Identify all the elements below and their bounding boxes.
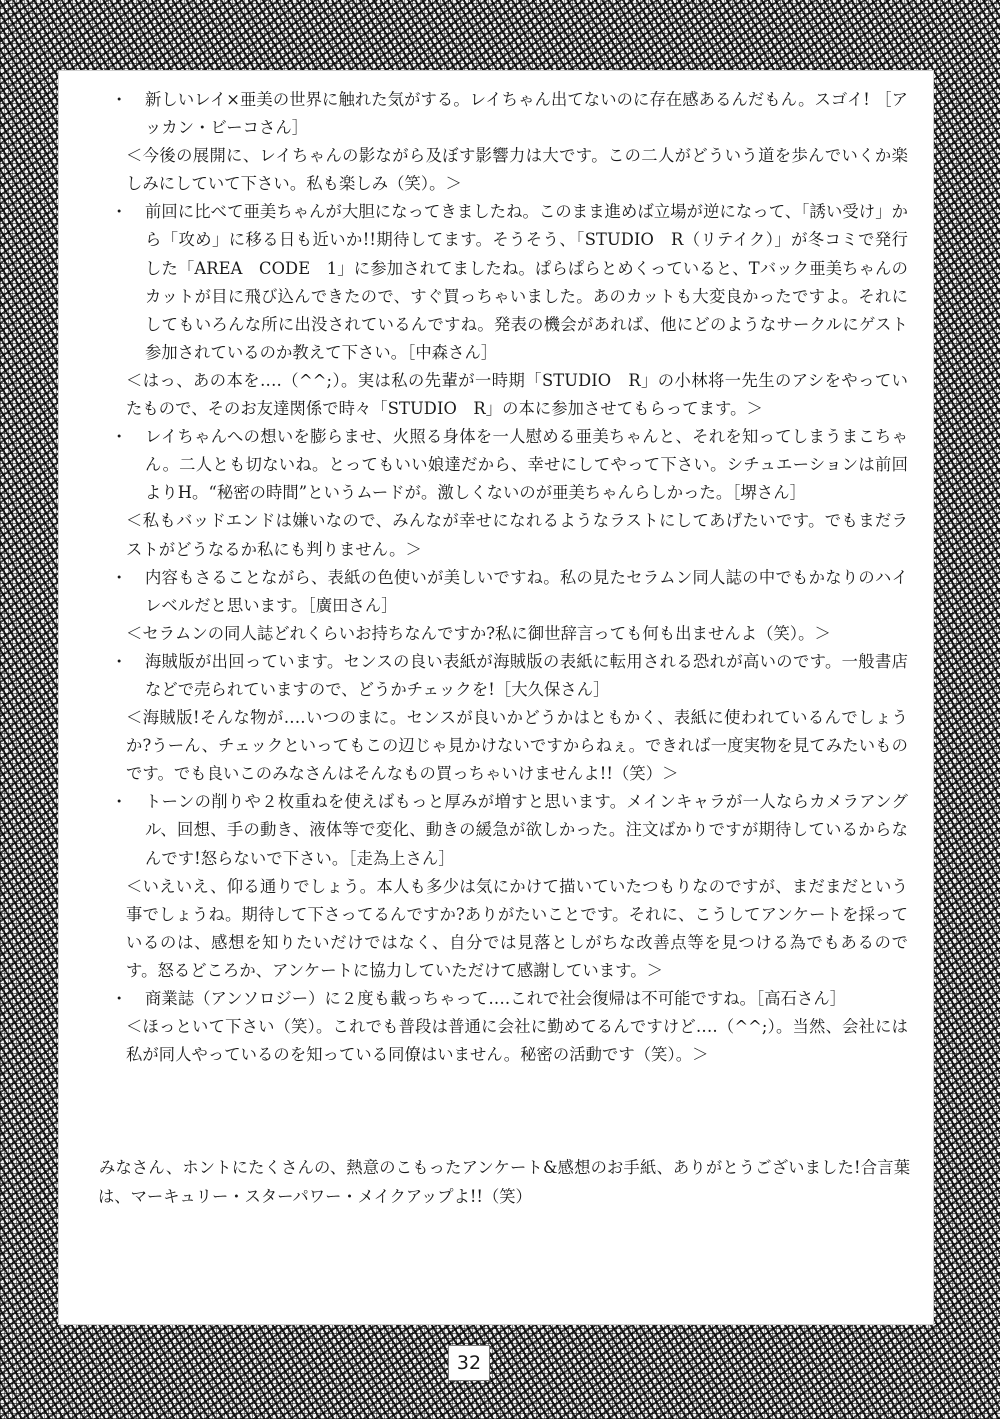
reader-comment: 商業誌（アンソロジー）に２度も載っちゃって‥‥これで社会復帰は不可能ですね。［高石さん］ bbox=[145, 989, 847, 1008]
reader-comment: トーンの削りや２枚重ねを使えばもっと厚みが増すと思います。メインキャラが一人ならカメラアングル、回想、手の動き、液体等で変化、動きの緩急が欲しかった。注文ばかりですが期待しているからなんです!怒らないで下さい。［走為上さん］ bbox=[145, 792, 908, 868]
reader-comment: 内容もさることながら、表紙の色使いが美しいですね。私の見たセラムン同人誌の中でもかなりのハイレベルだと思います。［廣田さん］ bbox=[145, 567, 908, 615]
bullet-mark: ・ bbox=[111, 989, 128, 1008]
comment-entry bbox=[108, 985, 908, 1013]
comment-entry bbox=[108, 198, 908, 367]
closing-text: みなさん、ホントにたくさんの、熱意のこもったアンケート&感想のお手紙、ありがとうございました!合言葉は、マーキュリー・スターパワー・メイクアップよ!!（笑） bbox=[98, 1158, 910, 1206]
author-reply: ＜私もバッドエンドは嫌いなので、みんなが幸せになれるようなラストにしてあげたいです。でもまだラストがどうなるか私にも判りません。＞ bbox=[126, 511, 908, 559]
reader-comments bbox=[108, 86, 908, 1069]
author-reply: ＜セラムンの同人誌どれくらいお持ちなんですか?私に御世辞言っても何も出ませんよ（笑）。＞ bbox=[126, 623, 831, 643]
author-reply: ＜はっ、あの本を‥‥（^^;）。実は私の先輩が一時期「STUDIO R」の小林将一先生のアシをやっていたもので、そのお友達関係で時々「STUDIO R」の本に参加させてもらってます。＞ bbox=[126, 370, 908, 419]
reader-comment: 新しいレイ×亜美の世界に触れた気がする。レイちゃん出てないのに存在感あるんだもん。スゴイ! ［アッカン・ビーコさん］ bbox=[145, 90, 908, 138]
page-number: 32 bbox=[448, 1345, 490, 1381]
comment-entry bbox=[108, 423, 908, 507]
comment-entry bbox=[108, 564, 908, 620]
author-reply: ＜今後の展開に、レイちゃんの影ながら及ぼす影響力は大です。この二人がどういう道を歩んでいくか楽しみにしていて下さい。私も楽しみ（笑）。＞ bbox=[126, 146, 908, 194]
reader-comment: 海賊版が出回っています。センスの良い表紙が海賊版の表紙に転用される恐れが高いのです。一般書店などで売られていますので、どうかチェックを!［大久保さん］ bbox=[145, 651, 908, 699]
author-reply: ＜いえいえ、仰る通りでしょう。本人も多少は気にかけて描いていたつもりなのですが、まだまだという事でしょうね。期待して下さってるんですか?ありがたいことです。それに、こうしてアンケートを採っているのは、感想を知りたいだけではなく、自分では見落としがちな改善点等を見つける為でもあるのです。怒るどころか、アンケートに協力していただけて感謝しています。＞ bbox=[126, 876, 908, 980]
bullet-mark: ・ bbox=[111, 90, 128, 109]
comment-entry bbox=[108, 86, 908, 142]
bullet-mark: ・ bbox=[111, 427, 128, 447]
comment-entry bbox=[108, 788, 908, 872]
author-reply: ＜ほっといて下さい（笑）。これでも普段は普通に会社に勤めてるんですけど‥‥（^^;）。当然、会社には私が同人やっているのを知っている同僚はいません。秘密の活動です（笑）。＞ bbox=[126, 1017, 908, 1065]
reader-comment: 前回に比べて亜美ちゃんが大胆になってきましたね。このまま進めば立場が逆になって、「誘い受け」から「攻め」に移る日も近いか!!期待してます。そうそう、「STUDIO R（リテイク）」が冬コミで発行した「AREA CODE 1」に参加されてましたね。ぱらぱらとめくっていると、Tバック亜美ちゃんのカットが目に飛び込んできたので、すぐ買っちゃいました。あのカットも大変良かったですよ。それにしてもいろんな所に出没されているんですね。発表の機会があれば、他にどのようなサークルにゲスト参加されているのか教えて下さい。［中森さん］ bbox=[145, 202, 908, 362]
bullet-mark: ・ bbox=[111, 567, 128, 587]
comment-entry bbox=[108, 648, 908, 704]
bullet-mark: ・ bbox=[111, 651, 128, 671]
bullet-mark: ・ bbox=[111, 202, 128, 222]
closing-message bbox=[98, 1153, 910, 1211]
reader-comment: レイちゃんへの想いを膨らませ、火照る身体を一人慰める亜美ちゃんと、それを知ってしまうまこちゃん。二人とも切ないね。とってもいい娘達だから、幸せにしてやって下さい。シチュエーションは前回よりH。“秘密の時間”というムードが。激しくないのが亜美ちゃんらしかった。［堺さん］ bbox=[145, 427, 908, 503]
author-reply: ＜海賊版!そんな物が‥‥いつのまに。センスが良いかどうかはともかく、表紙に使われているんでしょうか?うーん、チェックといってもこの辺じゃ見かけないですからねぇ。できれば一度実物を見てみたいものです。でも良いこのみなさんはそんなもの買っちゃいけませんよ!!（笑）＞ bbox=[126, 708, 908, 784]
bullet-mark: ・ bbox=[111, 792, 128, 812]
